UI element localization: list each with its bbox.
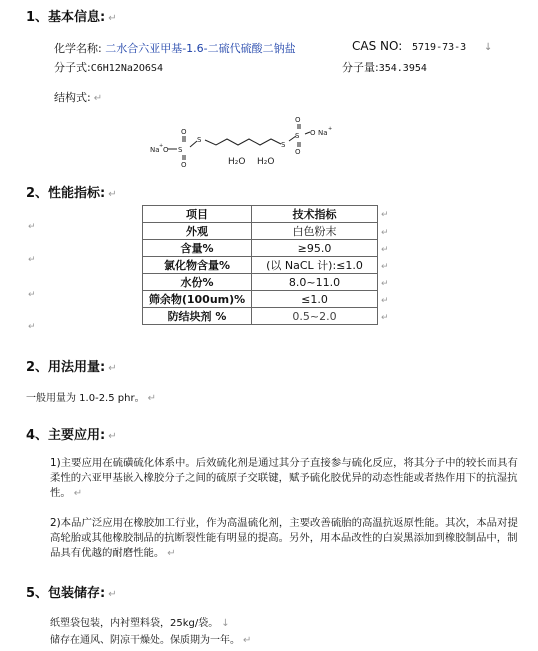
spec-item-name: 防结块剂 % [143, 308, 252, 325]
formula-line [54, 56, 163, 75]
table-row [143, 257, 378, 274]
table-header-row [143, 206, 378, 223]
spec-item-value: (以 NaCL 计):≤1.0 [252, 257, 378, 274]
spec-item-value: 8.0~11.0 [252, 274, 378, 291]
application-text-1: 1)主要应用在硫磺硫化体系中。后效硫化剂是通过其分子直接参与硫化反应，将其分子中的较长而具有柔性的六亚甲基嵌入橡胶分子之间的硫原子交联键，赋予硫化胶优异的动态性能或者热作用下的抗湿抗性。 [50, 457, 518, 499]
storage-text-1: 纸塑袋包装，内衬塑料袋，25kg/袋。 [50, 618, 219, 629]
water-molecule-2: H₂O [257, 157, 275, 167]
section-title: 4、主要应用: [26, 428, 106, 443]
storage-line-1 [50, 614, 230, 629]
mw-label: 分子量: [342, 61, 379, 74]
paragraph-mark: ↵ [93, 93, 103, 104]
svg-text:+: + [159, 143, 164, 149]
paragraph-mark: ↵ [167, 548, 176, 559]
paragraph-mark: ↵ [108, 13, 117, 24]
application-text-2: 2)本品广泛应用在橡胶加工行业，作为高温硫化剂，主要改善硫胎的高温抗返原性能。其次，本品对提高轮胎或其他橡胶制品的抗断裂性能有明显的提高。另外，用本品改性的白炭黑添加到橡胶制品中，制品具有优越的耐磨性能。 [50, 517, 518, 559]
structural-formula-diagram [150, 114, 340, 170]
svg-text:O: O [181, 161, 187, 169]
spec-item-value: 白色粉末 [252, 223, 378, 240]
spec-item-name: 水份% [143, 274, 252, 291]
row-end-mark: ↵ [381, 228, 389, 238]
paragraph-mark: ↵ [28, 322, 36, 332]
structure-label-line [54, 89, 102, 105]
section-performance-heading [26, 182, 117, 201]
section-application-heading [26, 424, 117, 443]
chemical-name-label: 化学名称: [54, 42, 102, 55]
section-usage-heading [26, 356, 117, 375]
svg-text:O: O [295, 148, 301, 156]
svg-text:O: O [310, 129, 316, 137]
cas-number: 5719-73-3 [412, 42, 467, 53]
row-end-mark: ↵ [381, 210, 389, 220]
usage-line [26, 389, 156, 404]
section-title: 2、用法用量: [26, 360, 106, 375]
table-row [143, 223, 378, 240]
paragraph-mark: ↵ [73, 488, 83, 499]
paragraph-mark: ↵ [28, 222, 36, 232]
svg-text:O: O [181, 128, 187, 136]
row-end-mark: ↵ [381, 245, 389, 255]
svg-text:O: O [295, 116, 301, 124]
svg-text:O: O [163, 146, 169, 154]
row-end-mark: ↵ [381, 296, 389, 306]
spec-item-name: 外观 [143, 223, 252, 240]
paragraph-mark: ↵ [28, 255, 36, 265]
usage-text: 一般用量为 1.0-2.5 phr。 [26, 393, 145, 404]
svg-text:S: S [178, 146, 183, 154]
table-header-cell: 项目 [143, 206, 252, 223]
paragraph-mark: ↵ [108, 431, 117, 442]
storage-line-2 [50, 631, 251, 646]
spec-item-name: 筛余物(100um)% [143, 291, 252, 308]
spec-item-value: ≥95.0 [252, 240, 378, 257]
line-break-mark: ↓ [221, 618, 230, 629]
svg-text:S: S [197, 136, 202, 144]
table-row [143, 240, 378, 257]
formula-label: 分子式: [54, 61, 91, 74]
molecular-weight-line [342, 56, 427, 75]
paragraph-mark: ↵ [28, 290, 36, 300]
table-row [143, 308, 378, 325]
svg-text:+: + [328, 126, 333, 132]
table-row [143, 291, 378, 308]
storage-text-2: 储存在通风、阴凉干燥处。保质期为一年。 [50, 635, 240, 646]
cas-label: CAS NO: [352, 39, 403, 53]
row-end-mark: ↵ [381, 262, 389, 272]
spec-item-name: 氯化物含量% [143, 257, 252, 274]
section-title: 2、性能指标: [26, 186, 106, 201]
specification-table [142, 205, 378, 325]
section-storage-heading [26, 582, 117, 601]
paragraph-mark: ↵ [108, 189, 117, 200]
structure-label: 结构式: [54, 91, 91, 104]
spec-item-value: ≤1.0 [252, 291, 378, 308]
svg-text:S: S [295, 132, 300, 140]
table-row [143, 274, 378, 291]
section-title: 1、基本信息: [26, 10, 106, 25]
sodium-left-label: Na [150, 146, 160, 154]
mw-value: 354.3954 [378, 63, 427, 74]
row-end-mark: ↵ [381, 313, 389, 323]
application-paragraph-1 [50, 456, 518, 501]
chemical-name-line [54, 40, 296, 56]
line-break-mark: ↓ [484, 42, 493, 53]
chemical-name-value: 二水合六亚甲基-1.6-二硫代硫酸二钠盐 [105, 42, 296, 55]
formula-value: C6H12Na2O6S4 [90, 63, 163, 74]
svg-text:S: S [281, 141, 286, 149]
table-header-cell: 技术指标 [252, 206, 378, 223]
section-basic-info-heading [26, 6, 117, 25]
application-paragraph-2 [50, 516, 518, 561]
paragraph-mark: ↵ [108, 363, 117, 374]
spec-item-value: 0.5~2.0 [252, 308, 378, 325]
paragraph-mark: ↵ [147, 393, 156, 404]
section-title: 5、包装储存: [26, 586, 106, 601]
row-end-mark: ↵ [381, 279, 389, 289]
spec-item-name: 含量% [143, 240, 252, 257]
paragraph-mark: ↵ [108, 589, 117, 600]
paragraph-mark: ↵ [243, 635, 252, 646]
water-molecule-1: H₂O [228, 157, 246, 167]
sodium-right-label: Na [318, 129, 328, 137]
